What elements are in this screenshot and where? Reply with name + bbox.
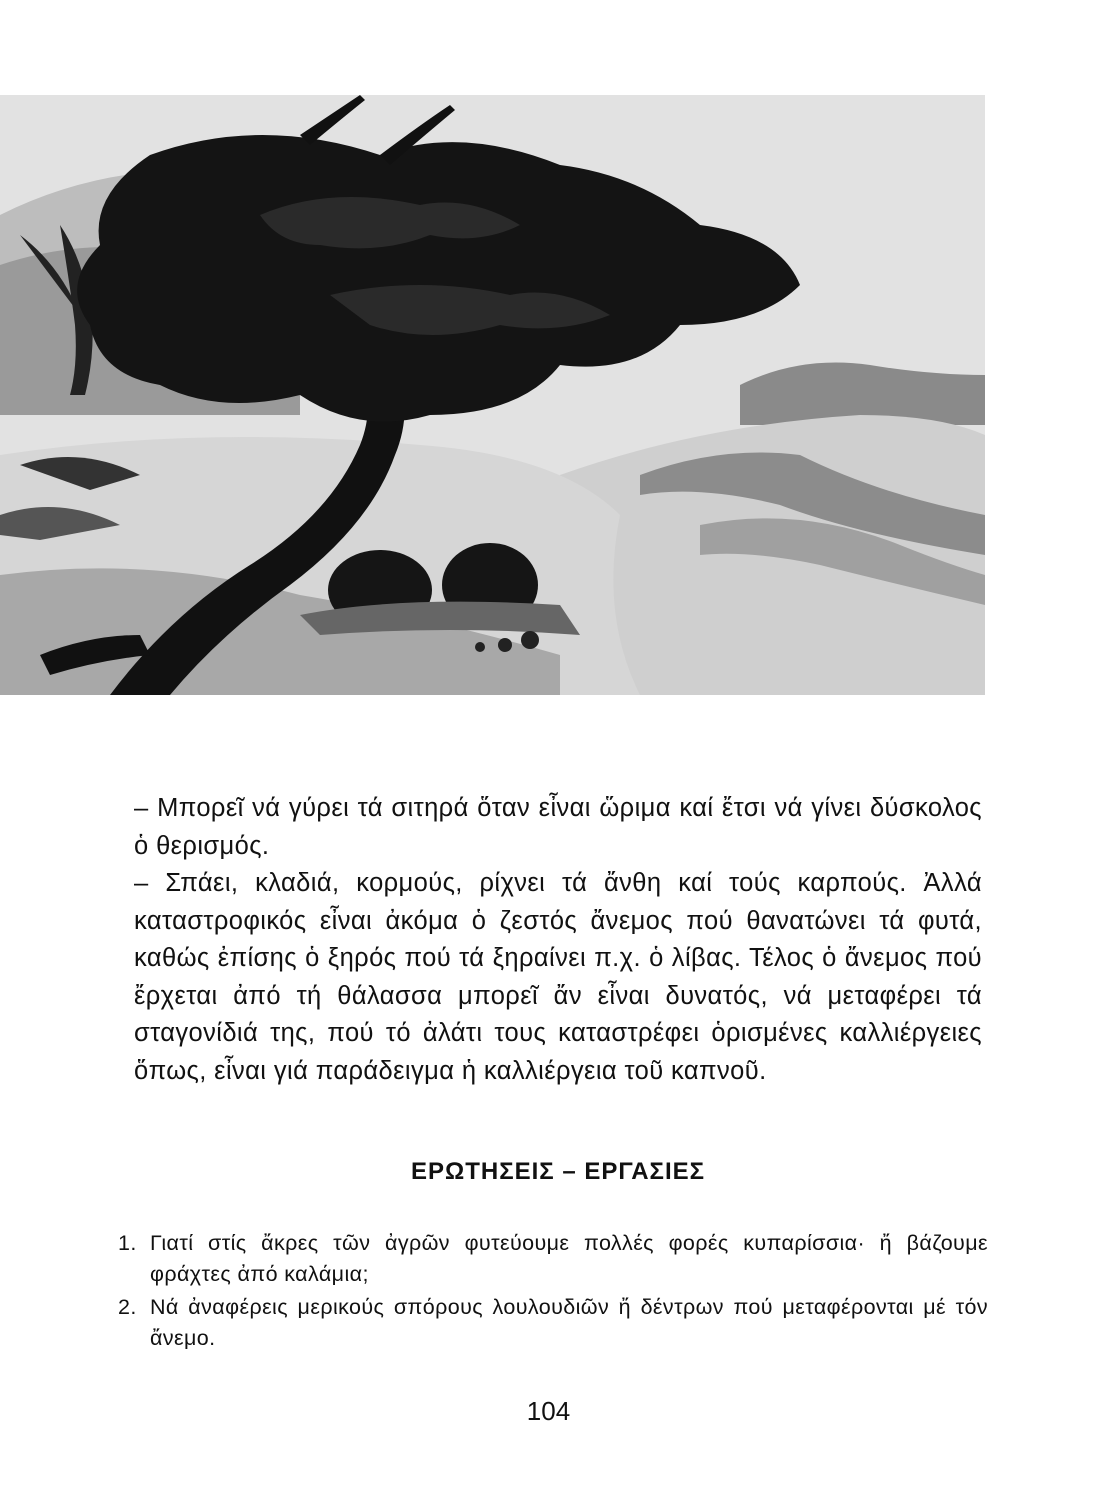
- paragraph: – Μπορεῖ νά γύρει τά σιτηρά ὅταν εἶναι ὥριμα καί ἔτσι νά γίνει δύσκολος ὁ θερισμός.: [134, 794, 982, 860]
- question-number: 1.: [118, 1231, 137, 1255]
- questions-list: [118, 1228, 988, 1356]
- question-item: [118, 1292, 988, 1354]
- page-number: 104: [526, 1396, 571, 1426]
- question-item: [118, 1228, 988, 1290]
- paragraph: – Σπάει, κλαδιά, κορμούς, ρίχνει τά ἄνθη καί τούς καρπούς. Ἀλλά καταστροφικός εἶναι ἀκόμα ὁ ζεστός ἄνεμος πού θανατώνει τά φυτά, καθώς ἐπίσης ὁ ξηρός πού τά ξηραίνει π.χ. ὁ λίβας. Τέλος ὁ ἄνεμος πού ἔρχεται ἀπό τή θάλασσα μπορεῖ ἄν εἶναι δυνατός, νά μεταφέρει τά σταγονίδιά της, πού τό ἀλάτι τους καταστρέφει ὁρισμένες καλλιέργειες ὅπως, εἶναι γιά παράδειγμα ἡ καλλιέργεια τοῦ καπνοῦ.: [134, 869, 982, 1085]
- question-text: Γιατί στίς ἄκρες τῶν ἀγρῶν φυτεύουμε πολλές φορές κυπαρίσσια· ἤ βάζουμε φράχτες ἀπό καλάμια;: [150, 1231, 988, 1286]
- body-text: [134, 790, 982, 1090]
- question-number: 2.: [118, 1295, 137, 1319]
- windswept-tree-icon: [0, 95, 985, 695]
- tree-illustration: [0, 95, 985, 695]
- questions-title: ΕΡΩΤΗΣΕΙΣ – ΕΡΓΑΣΙΕΣ: [410, 1158, 706, 1185]
- question-text: Νά ἀναφέρεις μερικούς σπόρους λουλουδιῶν ἤ δέντρων πού μεταφέρονται μέ τόν ἄνεμο.: [150, 1295, 988, 1350]
